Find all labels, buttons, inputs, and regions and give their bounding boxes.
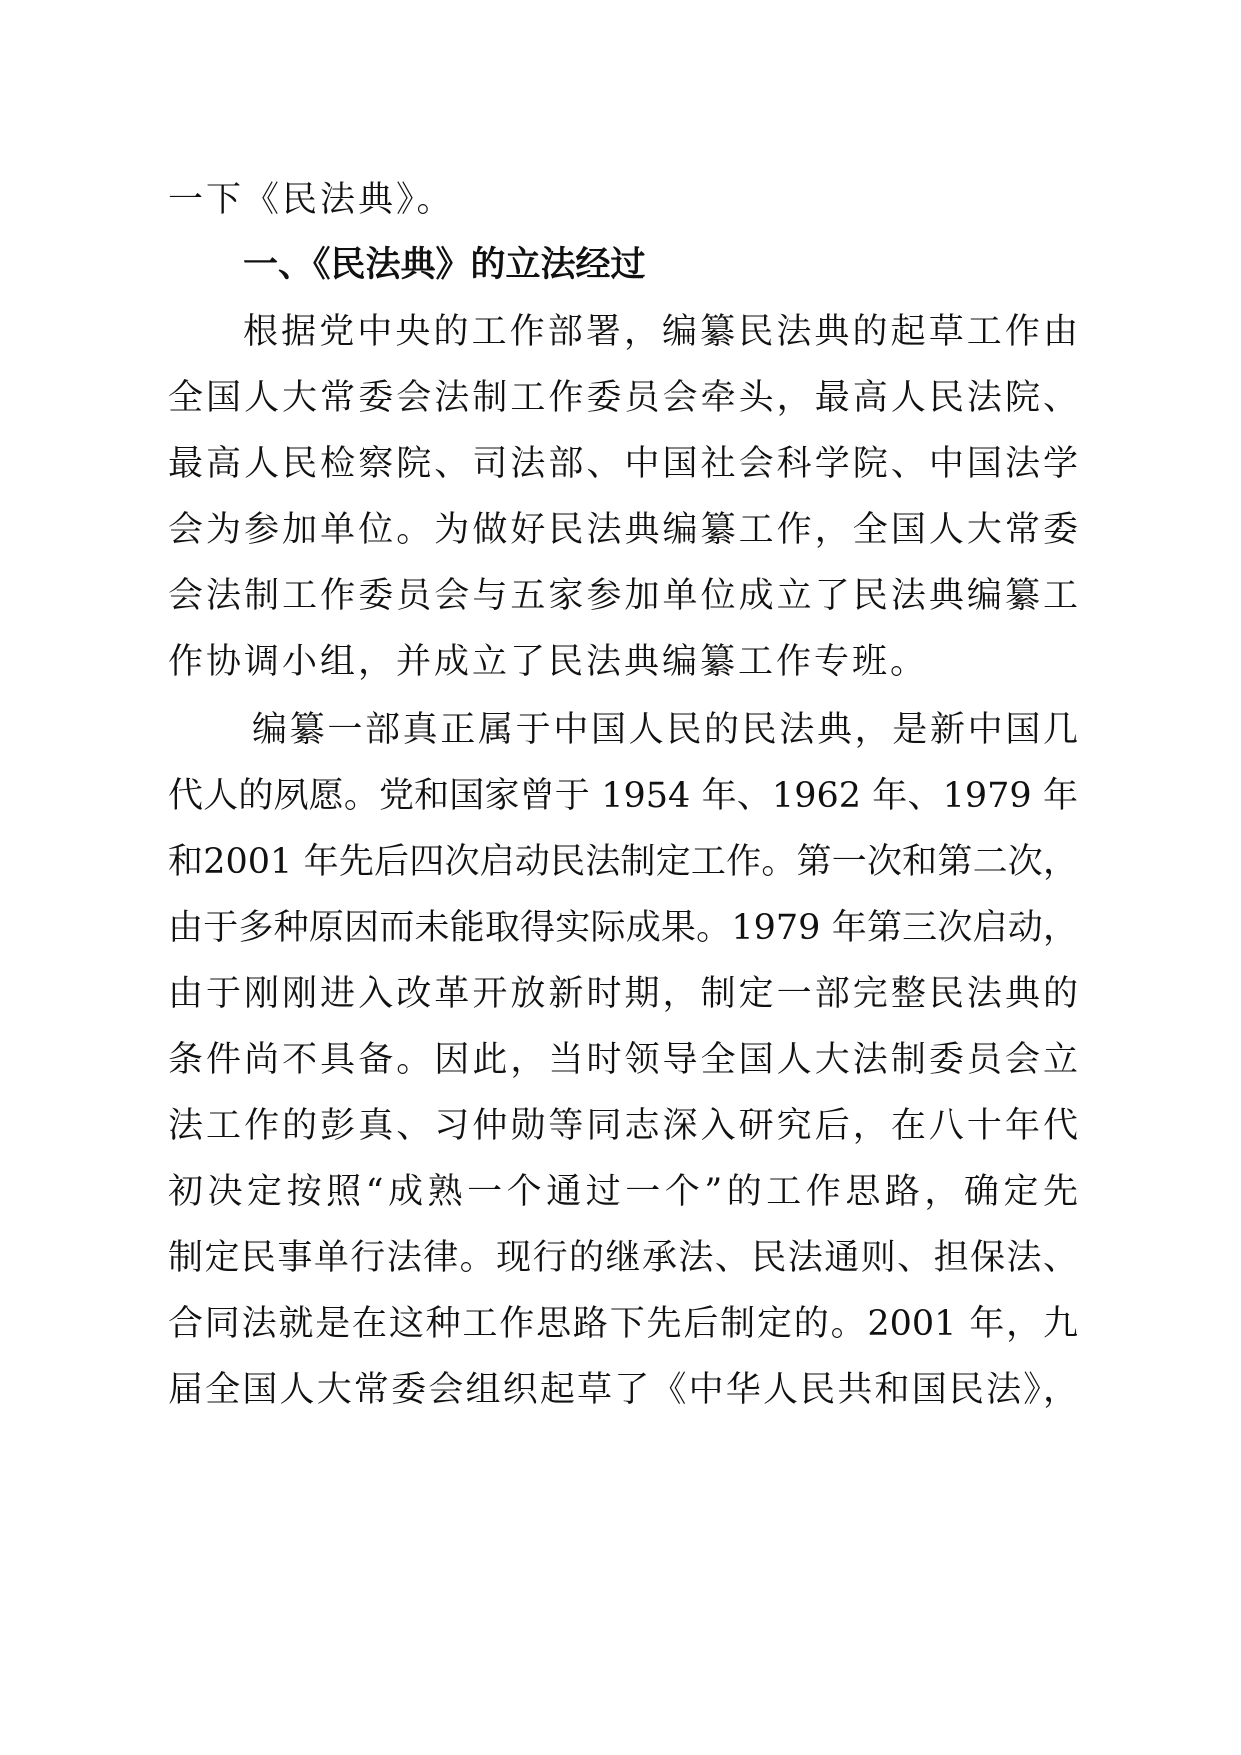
paragraph-line: 法工作的彭真、习仲勋等同志深入研究后，在八十年代 bbox=[168, 1106, 1078, 1146]
paragraph-line: 最高人民检察院、司法部、中国社会科学院、中国法学 bbox=[168, 444, 1078, 484]
text-line: 一下《民法典》。 bbox=[168, 180, 455, 220]
paragraph-line: 届全国人大常委会组织起草了《中华人民共和国民法》， bbox=[168, 1370, 1078, 1410]
paragraph-line: 和2001 年先后四次启动民法制定工作。第一次和第二次， bbox=[168, 842, 1078, 882]
section-heading: 一、《民法典》的立法经过 bbox=[243, 245, 646, 285]
paragraph-line: 全国人大常委会法制工作委员会牵头，最高人民法院、 bbox=[168, 378, 1078, 418]
paragraph-line: 根据党中央的工作部署，编纂民法典的起草工作由 bbox=[243, 312, 1078, 352]
paragraph-line: 初决定按照“成熟一个通过一个”的工作思路，确定先 bbox=[168, 1172, 1078, 1212]
paragraph-line: 作协调小组，并成立了民法典编纂工作专班。 bbox=[168, 642, 929, 682]
paragraph-line: 条件尚不具备。因此，当时领导全国人大法制委员会立 bbox=[168, 1040, 1078, 1080]
paragraph-line: 由于多种原因而未能取得实际成果。1979 年第三次启动， bbox=[168, 908, 1078, 948]
paragraph-line: 编纂一部真正属于中国人民的民法典，是新中国几 bbox=[252, 710, 1078, 750]
paragraph-line: 会法制工作委员会与五家参加单位成立了民法典编纂工 bbox=[168, 576, 1078, 616]
paragraph-line: 会为参加单位。为做好民法典编纂工作，全国人大常委 bbox=[168, 510, 1078, 550]
paragraph-line: 代人的夙愿。党和国家曾于 1954 年、1962 年、1979 年 bbox=[168, 776, 1078, 816]
paragraph-line: 由于刚刚进入改革开放新时期，制定一部完整民法典的 bbox=[168, 974, 1078, 1014]
paragraph-line: 制定民事单行法律。现行的继承法、民法通则、担保法、 bbox=[168, 1238, 1078, 1278]
paragraph-line: 合同法就是在这种工作思路下先后制定的。2001 年，九 bbox=[168, 1304, 1078, 1344]
